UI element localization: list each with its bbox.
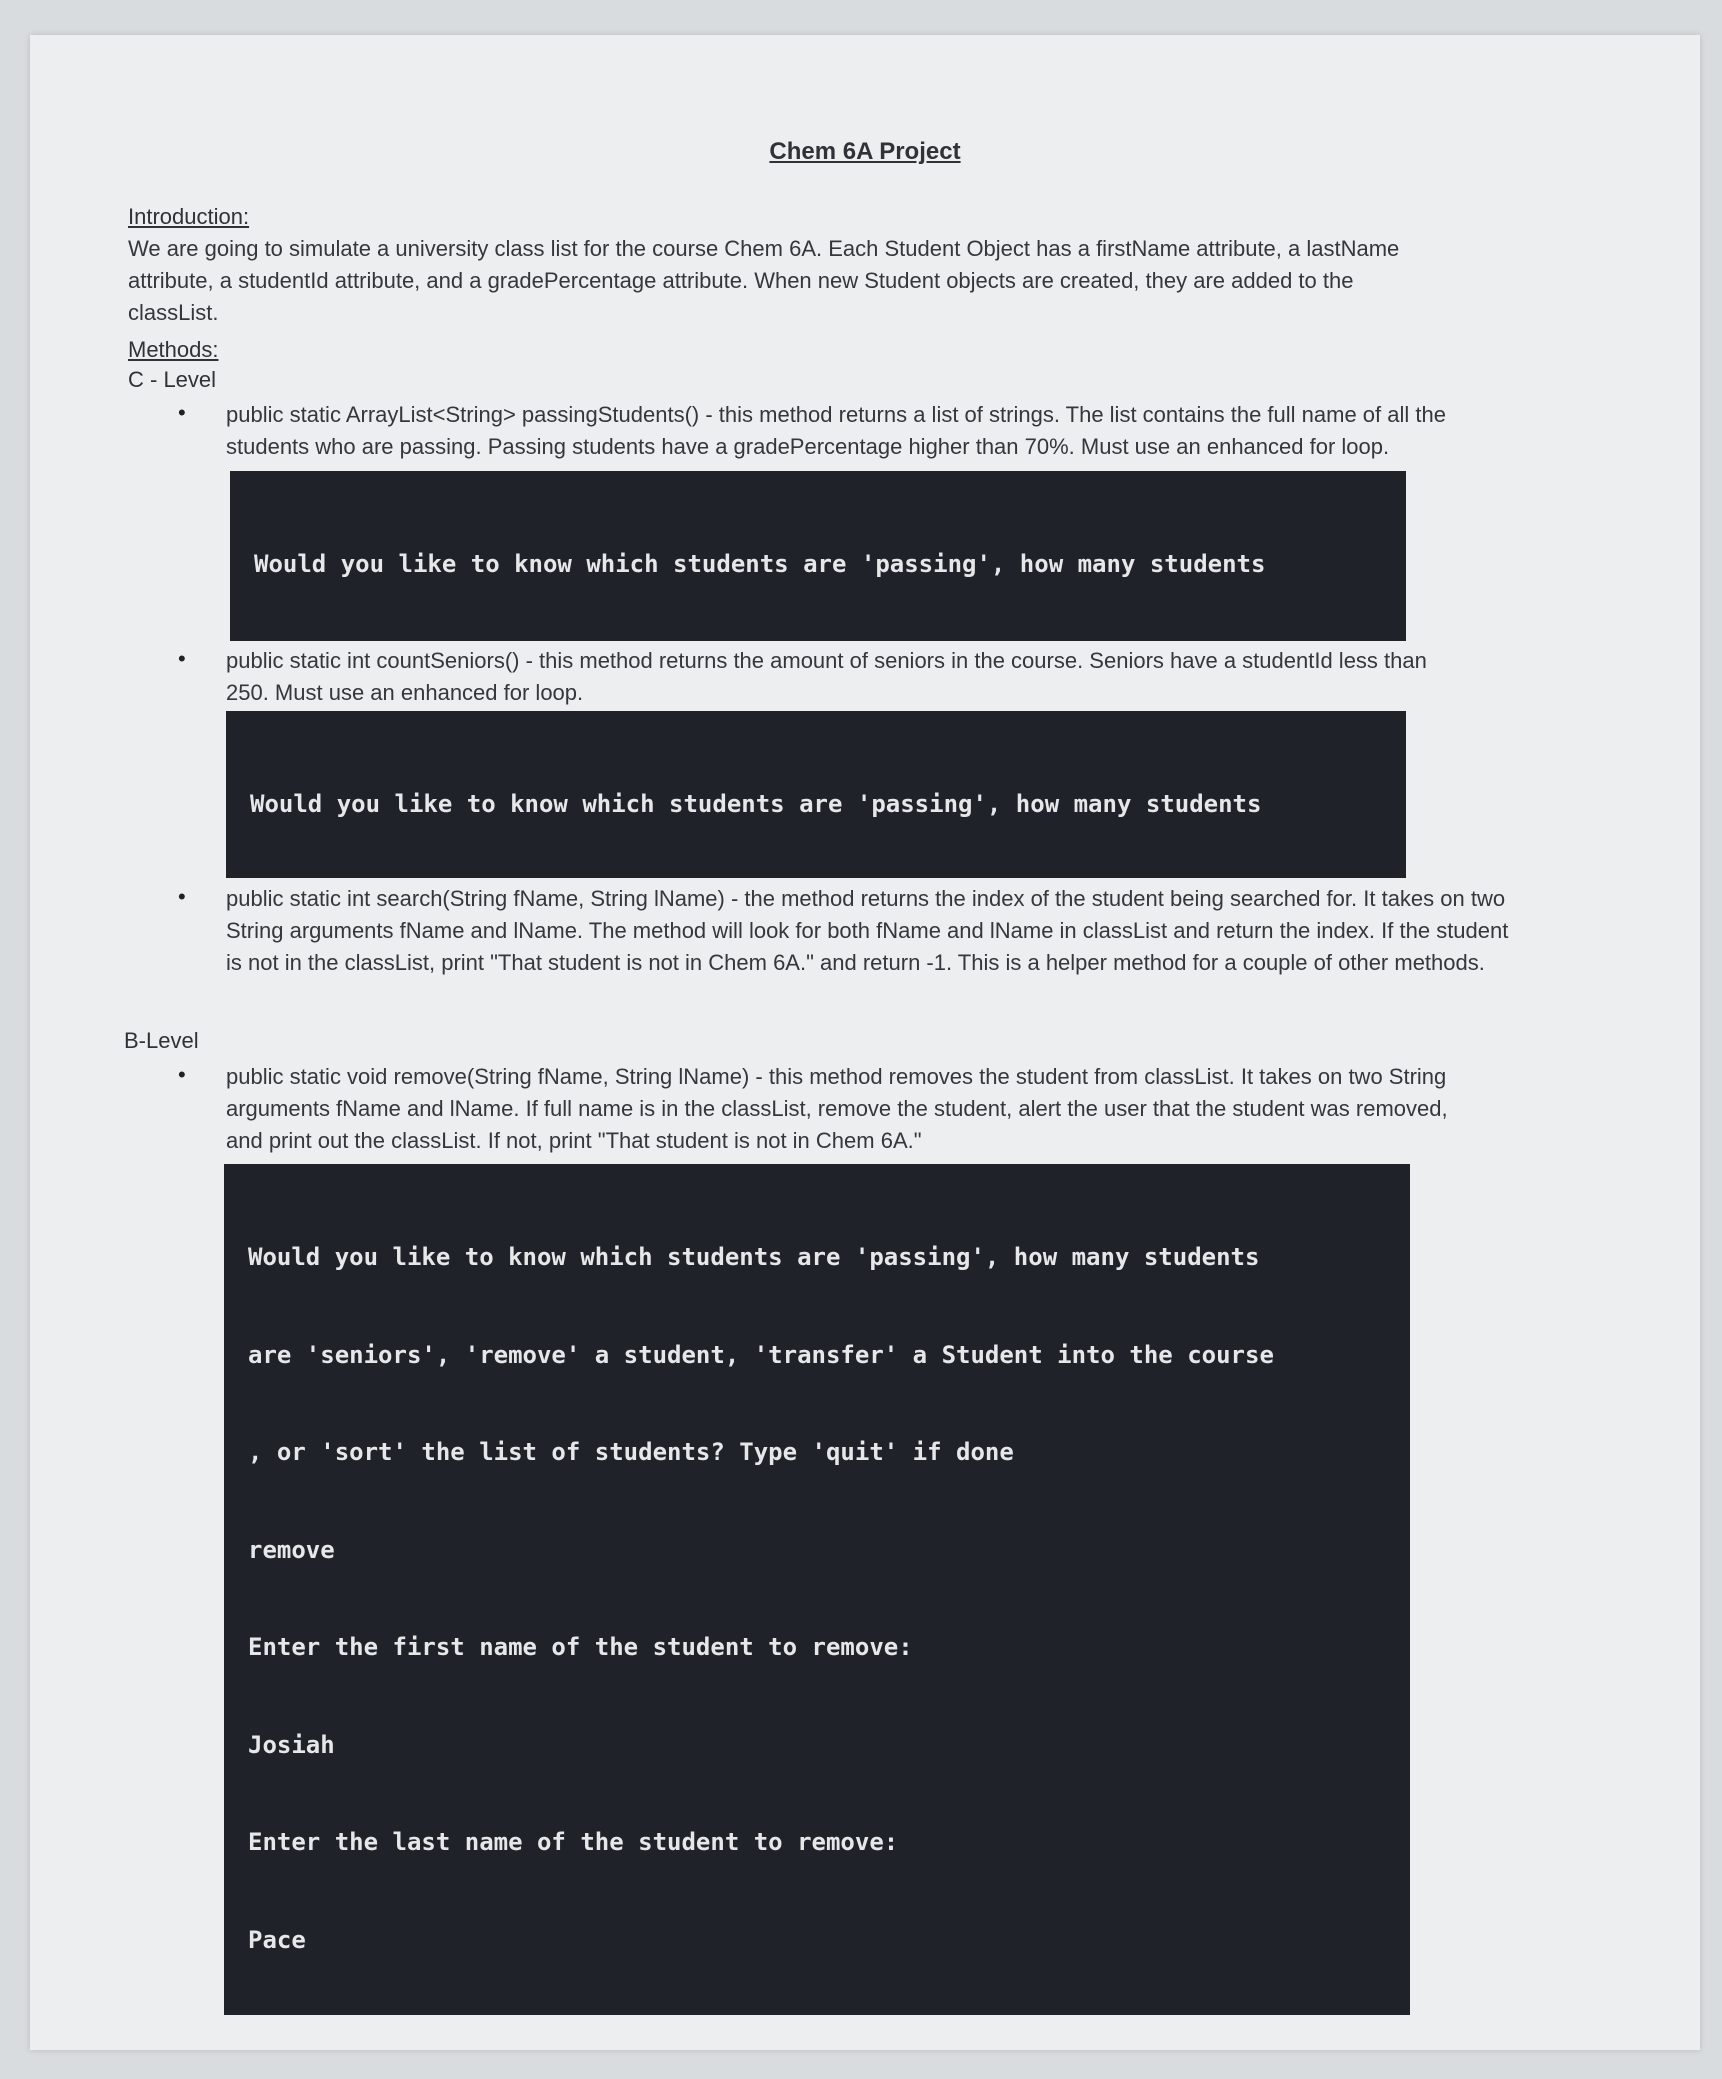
bullet-marker: • (178, 646, 186, 671)
terminal-line: Enter the first name of the student to remove: (248, 1633, 913, 1661)
terminal-line: Would you like to know which students are 'passing', how many students (254, 550, 1266, 578)
method-line: public static int countSeniors() - this method returns the amount of seniors in the course. Seniors have a studentId less than (226, 648, 1427, 673)
bullet-marker: • (178, 884, 186, 909)
document-page (30, 35, 1700, 2050)
bullet-marker: • (178, 1062, 186, 1087)
terminal-line: , or 'sort' the list of students? Type 'quit' if done (248, 1438, 1014, 1466)
introduction-text (128, 233, 1399, 329)
bullet-marker: • (178, 400, 186, 425)
terminal-passing-output (230, 471, 1406, 641)
introduction-line: We are going to simulate a university class list for the course Chem 6A. Each Student Object has a firstName attribute, a lastName (128, 236, 1400, 261)
introduction-heading: Introduction: (128, 204, 250, 229)
b-level-label: B-Level (124, 1028, 199, 1053)
method-line: String arguments fName and lName. The method will look for both fName and lName in classList and return the index. If the student (226, 918, 1509, 943)
method-line: students who are passing. Passing students have a gradePercentage higher than 70%. Must use an enhanced for loop. (226, 434, 1390, 459)
method-line: is not in the classList, print "That student is not in Chem 6A." and return -1. This is a helper method for a couple of other methods. (226, 950, 1485, 975)
terminal-line: are 'seniors', 'remove' a student, 'transfer' a Student into the course (248, 1340, 1274, 1369)
method-remove (226, 1061, 1448, 1157)
c-level-label: C - Level (128, 367, 217, 392)
page-title: Chem 6A Project (769, 138, 961, 165)
terminal-line: Enter the last name of the student to remove: (248, 1828, 899, 1856)
method-count-seniors (226, 645, 1427, 709)
introduction-line: classList. (128, 300, 219, 325)
method-passing-students (226, 399, 1446, 463)
method-line: public static void remove(String fName, String lName) - this method removes the student from classList. It takes on two String (226, 1064, 1447, 1089)
terminal-line: Would you like to know which students are 'passing', how many students (250, 790, 1262, 818)
terminal-line: remove (248, 1535, 335, 1564)
terminal-line: Would you like to know which students are 'passing', how many students (248, 1243, 1260, 1271)
method-line: public static int search(String fName, String lName) - the method returns the index of the student being searched for. It takes on two (226, 886, 1506, 911)
terminal-remove-output (224, 1164, 1410, 2015)
terminal-seniors-output (226, 711, 1406, 878)
introduction-line: attribute, a studentId attribute, and a gradePercentage attribute. When new Student objects are created, they are added to the (128, 268, 1354, 293)
methods-heading: Methods: (128, 337, 219, 362)
method-line: public static ArrayList<String> passingStudents() - this method returns a list of strings. The list contains the full name of all the (226, 402, 1446, 427)
method-line: arguments fName and lName. If full name is in the classList, remove the student, alert the user that the student was removed, (226, 1096, 1448, 1121)
method-line: and print out the classList. If not, print "That student is not in Chem 6A." (226, 1128, 922, 1153)
method-line: 250. Must use an enhanced for loop. (226, 680, 584, 705)
terminal-line: Pace (248, 1925, 306, 1954)
method-search (226, 883, 1508, 979)
terminal-line: Josiah (248, 1730, 335, 1759)
